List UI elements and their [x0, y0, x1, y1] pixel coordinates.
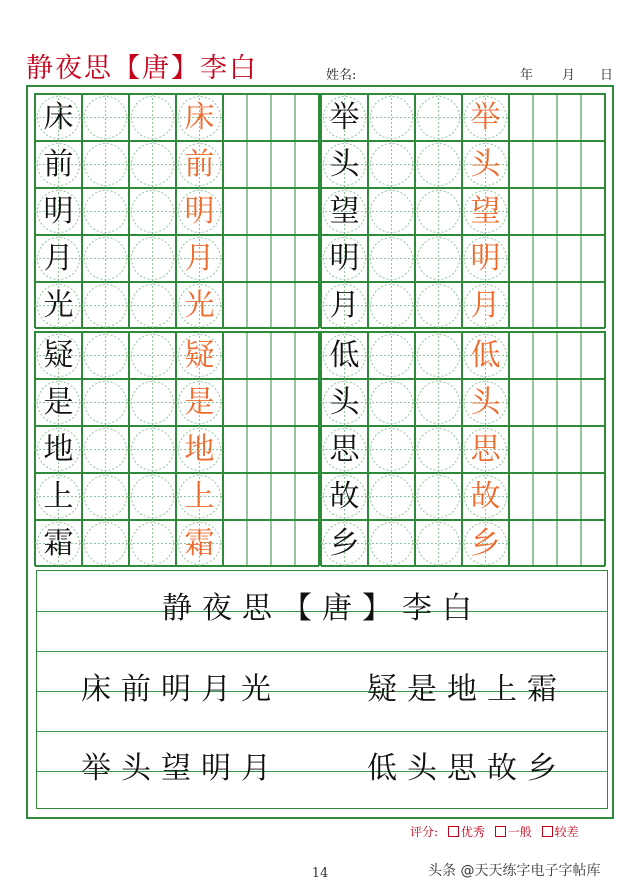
- day-label: 日: [600, 68, 614, 83]
- practice-row: [35, 282, 319, 329]
- model-char: 霜: [43, 525, 74, 561]
- blank-practice-cell: [415, 520, 462, 567]
- model-char: 头: [329, 146, 360, 182]
- model-char-cell: [321, 94, 368, 141]
- model-char-cell: [321, 282, 368, 329]
- blank-practice-cell: [415, 94, 462, 141]
- blank-practice-cell: [415, 188, 462, 235]
- trace-char-cell: [462, 473, 509, 520]
- trace-char: 上: [184, 478, 215, 514]
- trace-char: 头: [470, 384, 501, 420]
- trace-char-cell: [176, 235, 223, 282]
- trace-char-cell: [462, 426, 509, 473]
- model-char: 低: [329, 337, 360, 373]
- blank-practice-cell: [82, 520, 129, 567]
- model-char-cell: [35, 141, 82, 188]
- trace-char: 床: [184, 99, 215, 135]
- trace-char: 月: [470, 287, 501, 323]
- trace-char-cell: [176, 473, 223, 520]
- model-char: 疑: [43, 337, 74, 373]
- model-char-cell: [321, 379, 368, 426]
- blank-practice-cell: [129, 379, 176, 426]
- grid-lines: [223, 332, 319, 379]
- model-char-cell: [321, 520, 368, 567]
- practice-row: [35, 473, 319, 520]
- practice-row: [321, 141, 605, 188]
- watermark: 头条 @天天练字电子字帖库: [428, 863, 601, 879]
- grid-lines: [509, 141, 605, 188]
- grid-lines: [223, 379, 319, 426]
- practice-row: [321, 473, 605, 520]
- trace-char-cell: [462, 379, 509, 426]
- grid-lines: [223, 520, 319, 567]
- model-char: 前: [43, 146, 74, 182]
- practice-frame: [26, 85, 614, 819]
- blank-practice-cell: [82, 188, 129, 235]
- practice-row: [35, 426, 319, 473]
- trace-char: 霜: [184, 525, 215, 561]
- model-char: 明: [329, 240, 360, 276]
- poem-line-1a: 床前明月光: [81, 672, 281, 707]
- model-char-cell: [35, 94, 82, 141]
- model-char: 光: [43, 287, 74, 323]
- grid-lines: [223, 282, 319, 329]
- option-excellent: 优秀: [460, 825, 485, 839]
- model-char: 思: [329, 431, 360, 467]
- poem-title: 静夜思【唐】李白: [162, 591, 482, 626]
- trace-char: 前: [184, 146, 215, 182]
- blank-practice-cell: [368, 426, 415, 473]
- blank-practice-cell: [82, 94, 129, 141]
- trace-char-cell: [462, 188, 509, 235]
- trace-char-cell: [176, 141, 223, 188]
- practice-row: [35, 379, 319, 426]
- name-label: 姓名:: [326, 68, 357, 83]
- grid-lines: [509, 94, 605, 141]
- blank-practice-cell: [368, 282, 415, 329]
- trace-char-cell: [176, 332, 223, 379]
- practice-row: [35, 188, 319, 235]
- practice-row: [321, 94, 605, 141]
- blank-practice-cell: [368, 473, 415, 520]
- grid-lines: [223, 473, 319, 520]
- model-char: 床: [43, 99, 74, 135]
- model-char: 望: [329, 193, 360, 229]
- model-char: 上: [43, 478, 74, 514]
- model-char: 月: [43, 240, 74, 276]
- grid-lines: [509, 332, 605, 379]
- practice-row: [321, 235, 605, 282]
- trace-char: 明: [470, 240, 501, 276]
- trace-char: 月: [184, 240, 215, 276]
- blank-practice-cell: [368, 332, 415, 379]
- year-label: 年: [520, 68, 534, 83]
- trace-char: 望: [470, 193, 501, 229]
- grid-lines: [509, 426, 605, 473]
- option-average: 一般: [507, 825, 532, 839]
- page-number: 14: [311, 866, 329, 881]
- model-char-cell: [321, 235, 368, 282]
- blank-practice-cell: [82, 332, 129, 379]
- blank-practice-cell: [129, 282, 176, 329]
- checkbox-excellent[interactable]: [448, 826, 459, 837]
- blank-practice-cell: [82, 426, 129, 473]
- score-area: [410, 823, 579, 840]
- blank-practice-cell: [129, 473, 176, 520]
- trace-char-cell: [176, 426, 223, 473]
- checkbox-average[interactable]: [495, 826, 506, 837]
- blank-practice-cell: [368, 379, 415, 426]
- blank-practice-cell: [129, 235, 176, 282]
- model-char: 故: [329, 478, 360, 514]
- grid-lines: [223, 235, 319, 282]
- worksheet-title: 静夜思【唐】李白: [26, 53, 258, 84]
- model-char-cell: [321, 332, 368, 379]
- blank-practice-cell: [415, 332, 462, 379]
- blank-practice-cell: [415, 426, 462, 473]
- poem-line-2a: 举头望明月: [81, 751, 281, 786]
- trace-char-cell: [176, 282, 223, 329]
- blank-practice-cell: [415, 282, 462, 329]
- model-char-cell: [35, 426, 82, 473]
- practice-panel: [320, 93, 606, 328]
- blank-practice-cell: [368, 141, 415, 188]
- trace-char-cell: [176, 94, 223, 141]
- practice-row: [321, 426, 605, 473]
- model-char: 明: [43, 193, 74, 229]
- model-char-cell: [321, 188, 368, 235]
- month-label: 月: [562, 68, 576, 83]
- practice-row: [321, 520, 605, 567]
- blank-practice-cell: [368, 94, 415, 141]
- grid-lines: [509, 520, 605, 567]
- blank-practice-cell: [415, 141, 462, 188]
- trace-char: 疑: [184, 337, 215, 373]
- trace-char-cell: [462, 94, 509, 141]
- blank-practice-cell: [129, 188, 176, 235]
- blank-practice-cell: [415, 379, 462, 426]
- practice-row: [321, 282, 605, 329]
- blank-practice-cell: [129, 141, 176, 188]
- model-char-cell: [35, 235, 82, 282]
- trace-char: 是: [184, 384, 215, 420]
- grid-lines: [509, 473, 605, 520]
- blank-practice-cell: [368, 188, 415, 235]
- blank-practice-cell: [82, 282, 129, 329]
- grid-lines: [223, 94, 319, 141]
- model-char-cell: [321, 426, 368, 473]
- model-char-cell: [35, 379, 82, 426]
- model-char: 乡: [329, 525, 360, 561]
- checkbox-poor[interactable]: [542, 826, 553, 837]
- model-char-cell: [321, 141, 368, 188]
- trace-char-cell: [176, 379, 223, 426]
- practice-row: [321, 379, 605, 426]
- trace-char: 明: [184, 193, 215, 229]
- blank-practice-cell: [368, 520, 415, 567]
- trace-char-cell: [462, 141, 509, 188]
- blank-practice-cell: [129, 426, 176, 473]
- grid-lines: [223, 188, 319, 235]
- trace-char: 故: [470, 478, 501, 514]
- practice-row: [35, 141, 319, 188]
- model-char: 头: [329, 384, 360, 420]
- trace-char-cell: [176, 520, 223, 567]
- grid-lines: [223, 426, 319, 473]
- trace-char: 乡: [470, 525, 501, 561]
- grid-lines: [223, 141, 319, 188]
- grid-lines: [509, 282, 605, 329]
- trace-char: 低: [470, 337, 501, 373]
- practice-panel: [34, 93, 320, 328]
- model-char-cell: [35, 282, 82, 329]
- blank-practice-cell: [82, 141, 129, 188]
- poem-line-1b: 疑是地上霜: [367, 672, 567, 707]
- blank-practice-cell: [82, 235, 129, 282]
- trace-char: 思: [470, 431, 501, 467]
- model-char-cell: [35, 332, 82, 379]
- blank-practice-cell: [129, 520, 176, 567]
- practice-panel: [34, 331, 320, 566]
- poem-line-2b: 低头思故乡: [367, 751, 567, 786]
- blank-practice-cell: [129, 94, 176, 141]
- trace-char: 地: [184, 431, 215, 467]
- model-char: 月: [329, 287, 360, 323]
- trace-char-cell: [462, 332, 509, 379]
- model-char: 是: [43, 384, 74, 420]
- model-char-cell: [35, 473, 82, 520]
- blank-practice-cell: [82, 473, 129, 520]
- grid-lines: [509, 235, 605, 282]
- option-poor: 较差: [554, 825, 579, 839]
- copy-area: [36, 570, 608, 809]
- score-label: 评分:: [410, 825, 439, 839]
- practice-panel: [320, 331, 606, 566]
- model-char: 地: [43, 431, 74, 467]
- blank-practice-cell: [415, 235, 462, 282]
- practice-row: [321, 188, 605, 235]
- model-char-cell: [35, 188, 82, 235]
- trace-char-cell: [462, 235, 509, 282]
- grid-lines: [509, 188, 605, 235]
- trace-char-cell: [462, 282, 509, 329]
- trace-char: 举: [470, 99, 501, 135]
- practice-row: [35, 520, 319, 567]
- trace-char: 光: [184, 287, 215, 323]
- blank-practice-cell: [415, 473, 462, 520]
- trace-char: 头: [470, 146, 501, 182]
- trace-char-cell: [462, 520, 509, 567]
- model-char-cell: [321, 473, 368, 520]
- trace-char-cell: [176, 188, 223, 235]
- model-char-cell: [35, 520, 82, 567]
- practice-row: [35, 332, 319, 379]
- blank-practice-cell: [82, 379, 129, 426]
- grid-lines: [509, 379, 605, 426]
- blank-practice-cell: [129, 332, 176, 379]
- practice-row: [35, 235, 319, 282]
- blank-practice-cell: [368, 235, 415, 282]
- practice-row: [35, 94, 319, 141]
- model-char: 举: [329, 99, 360, 135]
- practice-row: [321, 332, 605, 379]
